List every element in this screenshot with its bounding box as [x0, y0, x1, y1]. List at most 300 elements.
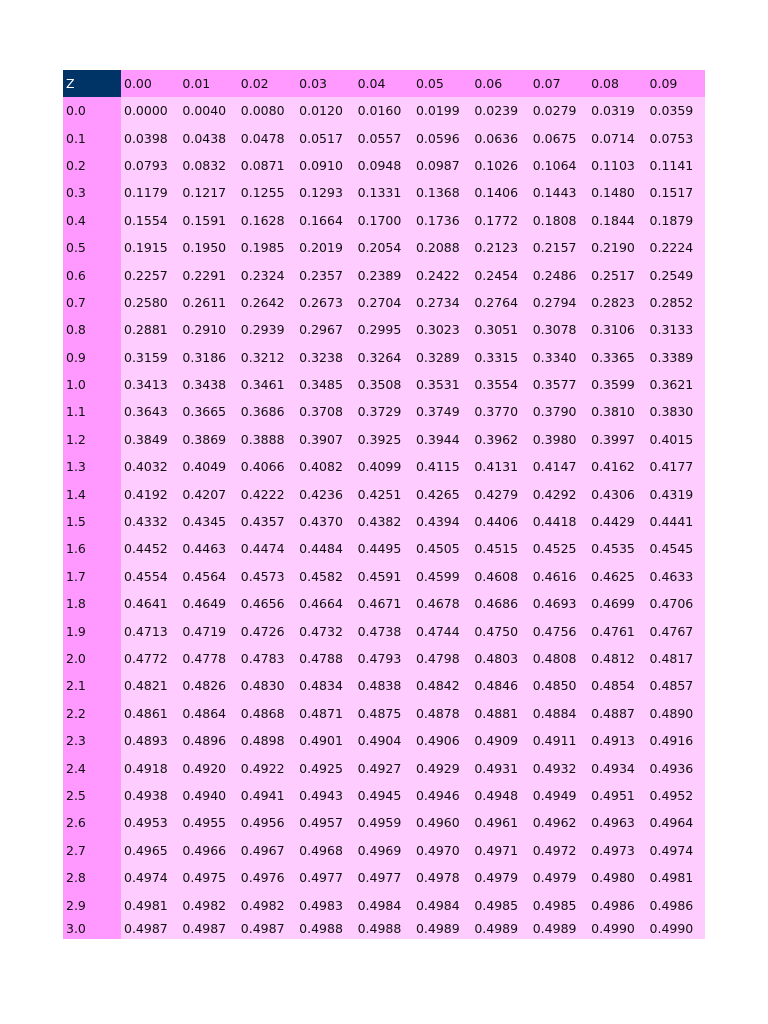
table-cell: 0.4925	[296, 754, 354, 781]
table-cell: 0.4821	[121, 672, 179, 699]
table-cell: 0.4972	[530, 837, 588, 864]
table-cell: 0.4940	[179, 782, 237, 809]
table-cell: 0.4989	[471, 919, 529, 939]
table-cell: 0.4896	[179, 727, 237, 754]
table-cell: 0.4744	[413, 617, 471, 644]
row-header: 0.7	[63, 289, 121, 316]
table-row	[63, 782, 705, 809]
table-cell: 0.4965	[121, 837, 179, 864]
table-row	[63, 672, 705, 699]
table-cell: 0.2357	[296, 261, 354, 288]
table-cell: 0.3621	[647, 371, 705, 398]
table-cell: 0.3340	[530, 344, 588, 371]
table-cell: 0.4916	[647, 727, 705, 754]
table-cell: 0.3186	[179, 344, 237, 371]
table-cell: 0.4857	[647, 672, 705, 699]
table-cell: 0.4767	[647, 617, 705, 644]
table-row	[63, 289, 705, 316]
table-cell: 0.2881	[121, 316, 179, 343]
row-header: 0.6	[63, 261, 121, 288]
table-row	[63, 152, 705, 179]
table-row	[63, 426, 705, 453]
row-header: 1.3	[63, 453, 121, 480]
table-cell: 0.4959	[355, 809, 413, 836]
column-header: 0.06	[471, 70, 529, 97]
table-cell: 0.4952	[647, 782, 705, 809]
table-cell: 0.4554	[121, 563, 179, 590]
z-table	[63, 70, 705, 939]
table-cell: 0.4406	[471, 508, 529, 535]
table-cell: 0.3770	[471, 398, 529, 425]
table-cell: 0.4982	[179, 891, 237, 918]
table-cell: 0.4887	[588, 700, 646, 727]
row-header: 2.6	[63, 809, 121, 836]
table-cell: 0.3106	[588, 316, 646, 343]
table-cell: 0.4591	[355, 563, 413, 590]
table-cell: 0.4957	[296, 809, 354, 836]
table-cell: 0.2486	[530, 261, 588, 288]
table-cell: 0.4854	[588, 672, 646, 699]
table-cell: 0.4382	[355, 508, 413, 535]
table-cell: 0.3686	[238, 398, 296, 425]
table-cell: 0.4983	[296, 891, 354, 918]
table-cell: 0.4990	[647, 919, 705, 939]
table-cell: 0.4929	[413, 754, 471, 781]
table-cell: 0.3665	[179, 398, 237, 425]
table-cell: 0.4945	[355, 782, 413, 809]
row-header: 2.2	[63, 700, 121, 727]
table-cell: 0.4505	[413, 535, 471, 562]
table-cell: 0.1628	[238, 207, 296, 234]
row-header: 1.6	[63, 535, 121, 562]
table-cell: 0.1808	[530, 207, 588, 234]
table-row	[63, 124, 705, 151]
row-header: 0.8	[63, 316, 121, 343]
table-cell: 0.0675	[530, 124, 588, 151]
table-cell: 0.4962	[530, 809, 588, 836]
table-cell: 0.3925	[355, 426, 413, 453]
table-cell: 0.0793	[121, 152, 179, 179]
table-cell: 0.4963	[588, 809, 646, 836]
table-cell: 0.3315	[471, 344, 529, 371]
table-cell: 0.2157	[530, 234, 588, 261]
table-cell: 0.4719	[179, 617, 237, 644]
table-cell: 0.4987	[179, 919, 237, 939]
table-cell: 0.4265	[413, 480, 471, 507]
corner-cell: Z	[63, 70, 121, 97]
table-cell: 0.4974	[647, 837, 705, 864]
table-row	[63, 617, 705, 644]
table-cell: 0.4649	[179, 590, 237, 617]
table-cell: 0.4812	[588, 645, 646, 672]
table-row	[63, 508, 705, 535]
row-header: 1.7	[63, 563, 121, 590]
table-cell: 0.4345	[179, 508, 237, 535]
table-cell: 0.2611	[179, 289, 237, 316]
table-cell: 0.4979	[471, 864, 529, 891]
table-cell: 0.4699	[588, 590, 646, 617]
table-cell: 0.3729	[355, 398, 413, 425]
table-cell: 0.3944	[413, 426, 471, 453]
table-cell: 0.4941	[238, 782, 296, 809]
table-row	[63, 234, 705, 261]
table-cell: 0.1844	[588, 207, 646, 234]
table-cell: 0.1293	[296, 179, 354, 206]
table-cell: 0.4861	[121, 700, 179, 727]
row-header: 2.1	[63, 672, 121, 699]
table-cell: 0.4279	[471, 480, 529, 507]
column-header: 0.01	[179, 70, 237, 97]
table-cell: 0.4884	[530, 700, 588, 727]
table-cell: 0.0438	[179, 124, 237, 151]
table-cell: 0.4545	[647, 535, 705, 562]
table-cell: 0.4599	[413, 563, 471, 590]
row-header: 0.0	[63, 97, 121, 124]
table-cell: 0.1879	[647, 207, 705, 234]
table-cell: 0.4015	[647, 426, 705, 453]
table-cell: 0.4978	[413, 864, 471, 891]
table-cell: 0.4988	[355, 919, 413, 939]
table-cell: 0.4955	[179, 809, 237, 836]
table-cell: 0.2190	[588, 234, 646, 261]
table-cell: 0.4906	[413, 727, 471, 754]
table-cell: 0.3485	[296, 371, 354, 398]
table-cell: 0.4893	[121, 727, 179, 754]
table-cell: 0.4974	[121, 864, 179, 891]
table-cell: 0.1772	[471, 207, 529, 234]
table-cell: 0.4783	[238, 645, 296, 672]
table-cell: 0.4987	[121, 919, 179, 939]
table-cell: 0.4943	[296, 782, 354, 809]
table-cell: 0.2123	[471, 234, 529, 261]
table-row	[63, 645, 705, 672]
table-cell: 0.3159	[121, 344, 179, 371]
table-cell: 0.4131	[471, 453, 529, 480]
table-cell: 0.4177	[647, 453, 705, 480]
table-cell: 0.4871	[296, 700, 354, 727]
table-cell: 0.4969	[355, 837, 413, 864]
table-cell: 0.4979	[530, 864, 588, 891]
table-cell: 0.4370	[296, 508, 354, 535]
table-cell: 0.0557	[355, 124, 413, 151]
row-header: 0.3	[63, 179, 121, 206]
table-cell: 0.2852	[647, 289, 705, 316]
table-row	[63, 179, 705, 206]
table-cell: 0.4099	[355, 453, 413, 480]
table-cell: 0.0359	[647, 97, 705, 124]
table-cell: 0.0596	[413, 124, 471, 151]
table-cell: 0.3980	[530, 426, 588, 453]
table-cell: 0.4394	[413, 508, 471, 535]
table-row	[63, 371, 705, 398]
table-cell: 0.3023	[413, 316, 471, 343]
table-cell: 0.4977	[355, 864, 413, 891]
table-cell: 0.4678	[413, 590, 471, 617]
table-cell: 0.4564	[179, 563, 237, 590]
column-header: 0.02	[238, 70, 296, 97]
table-cell: 0.1064	[530, 152, 588, 179]
table-cell: 0.3749	[413, 398, 471, 425]
table-cell: 0.4495	[355, 535, 413, 562]
table-cell: 0.4918	[121, 754, 179, 781]
table-cell: 0.3962	[471, 426, 529, 453]
table-cell: 0.1217	[179, 179, 237, 206]
table-body	[63, 97, 705, 939]
table-cell: 0.2794	[530, 289, 588, 316]
table-cell: 0.1368	[413, 179, 471, 206]
table-cell: 0.3577	[530, 371, 588, 398]
row-header: 2.5	[63, 782, 121, 809]
table-cell: 0.4988	[296, 919, 354, 939]
table-cell: 0.0871	[238, 152, 296, 179]
table-cell: 0.2019	[296, 234, 354, 261]
header-row	[63, 70, 705, 97]
table-cell: 0.3790	[530, 398, 588, 425]
column-header: 0.07	[530, 70, 588, 97]
table-cell: 0.4875	[355, 700, 413, 727]
table-cell: 0.1480	[588, 179, 646, 206]
table-cell: 0.4868	[238, 700, 296, 727]
row-header: 2.9	[63, 891, 121, 918]
table-cell: 0.4927	[355, 754, 413, 781]
row-header: 1.0	[63, 371, 121, 398]
table-cell: 0.4641	[121, 590, 179, 617]
table-row	[63, 207, 705, 234]
table-cell: 0.0319	[588, 97, 646, 124]
table-cell: 0.2823	[588, 289, 646, 316]
table-cell: 0.4834	[296, 672, 354, 699]
table-cell: 0.4761	[588, 617, 646, 644]
table-cell: 0.4984	[413, 891, 471, 918]
table-cell: 0.4803	[471, 645, 529, 672]
table-cell: 0.1950	[179, 234, 237, 261]
table-cell: 0.4332	[121, 508, 179, 535]
table-cell: 0.4236	[296, 480, 354, 507]
table-cell: 0.4808	[530, 645, 588, 672]
table-cell: 0.4984	[355, 891, 413, 918]
table-cell: 0.1736	[413, 207, 471, 234]
table-cell: 0.4956	[238, 809, 296, 836]
table-cell: 0.4817	[647, 645, 705, 672]
table-row	[63, 480, 705, 507]
table-cell: 0.3389	[647, 344, 705, 371]
table-cell: 0.0398	[121, 124, 179, 151]
table-row	[63, 919, 705, 939]
table-cell: 0.4032	[121, 453, 179, 480]
column-header: 0.00	[121, 70, 179, 97]
table-cell: 0.0478	[238, 124, 296, 151]
table-cell: 0.4986	[588, 891, 646, 918]
table-cell: 0.3413	[121, 371, 179, 398]
table-cell: 0.4788	[296, 645, 354, 672]
table-cell: 0.2939	[238, 316, 296, 343]
table-cell: 0.4846	[471, 672, 529, 699]
table-row	[63, 535, 705, 562]
table-cell: 0.4990	[588, 919, 646, 939]
table-cell: 0.4738	[355, 617, 413, 644]
table-cell: 0.2734	[413, 289, 471, 316]
row-header: 2.8	[63, 864, 121, 891]
column-header: 0.09	[647, 70, 705, 97]
table-cell: 0.4049	[179, 453, 237, 480]
table-cell: 0.0199	[413, 97, 471, 124]
row-header: 1.1	[63, 398, 121, 425]
table-cell: 0.1985	[238, 234, 296, 261]
table-cell: 0.4960	[413, 809, 471, 836]
table-cell: 0.2257	[121, 261, 179, 288]
table-cell: 0.4066	[238, 453, 296, 480]
table-row	[63, 261, 705, 288]
row-header: 1.2	[63, 426, 121, 453]
table-cell: 0.3907	[296, 426, 354, 453]
table-cell: 0.4949	[530, 782, 588, 809]
table-cell: 0.4977	[296, 864, 354, 891]
table-cell: 0.4756	[530, 617, 588, 644]
table-cell: 0.4938	[121, 782, 179, 809]
table-cell: 0.4987	[238, 919, 296, 939]
table-cell: 0.4357	[238, 508, 296, 535]
table-cell: 0.2517	[588, 261, 646, 288]
table-cell: 0.4306	[588, 480, 646, 507]
table-cell: 0.4452	[121, 535, 179, 562]
table-cell: 0.3643	[121, 398, 179, 425]
table-cell: 0.2704	[355, 289, 413, 316]
table-cell: 0.4418	[530, 508, 588, 535]
table-cell: 0.4966	[179, 837, 237, 864]
table-cell: 0.3365	[588, 344, 646, 371]
table-cell: 0.4671	[355, 590, 413, 617]
row-header: 2.3	[63, 727, 121, 754]
table-cell: 0.1591	[179, 207, 237, 234]
table-cell: 0.4625	[588, 563, 646, 590]
table-cell: 0.4948	[471, 782, 529, 809]
table-cell: 0.4162	[588, 453, 646, 480]
table-cell: 0.1406	[471, 179, 529, 206]
table-cell: 0.4909	[471, 727, 529, 754]
table-cell: 0.4664	[296, 590, 354, 617]
table-cell: 0.3599	[588, 371, 646, 398]
table-cell: 0.4850	[530, 672, 588, 699]
column-header: 0.05	[413, 70, 471, 97]
table-row	[63, 344, 705, 371]
table-cell: 0.4826	[179, 672, 237, 699]
table-cell: 0.3508	[355, 371, 413, 398]
table-cell: 0.4976	[238, 864, 296, 891]
table-cell: 0.4616	[530, 563, 588, 590]
row-header: 1.4	[63, 480, 121, 507]
table-cell: 0.1517	[647, 179, 705, 206]
table-cell: 0.4989	[530, 919, 588, 939]
row-header: 0.4	[63, 207, 121, 234]
table-cell: 0.4535	[588, 535, 646, 562]
table-cell: 0.3810	[588, 398, 646, 425]
row-header: 0.1	[63, 124, 121, 151]
table-cell: 0.2642	[238, 289, 296, 316]
table-cell: 0.4693	[530, 590, 588, 617]
table-cell: 0.2454	[471, 261, 529, 288]
table-cell: 0.4726	[238, 617, 296, 644]
table-cell: 0.4222	[238, 480, 296, 507]
column-header: 0.04	[355, 70, 413, 97]
table-cell: 0.1103	[588, 152, 646, 179]
table-cell: 0.4515	[471, 535, 529, 562]
table-cell: 0.1664	[296, 207, 354, 234]
table-cell: 0.4878	[413, 700, 471, 727]
table-cell: 0.3438	[179, 371, 237, 398]
table-cell: 0.2054	[355, 234, 413, 261]
table-row	[63, 563, 705, 590]
table-cell: 0.3461	[238, 371, 296, 398]
table-cell: 0.1141	[647, 152, 705, 179]
table-cell: 0.4864	[179, 700, 237, 727]
table-cell: 0.4429	[588, 508, 646, 535]
table-cell: 0.4968	[296, 837, 354, 864]
table-cell: 0.0714	[588, 124, 646, 151]
table-cell: 0.3078	[530, 316, 588, 343]
table-cell: 0.4838	[355, 672, 413, 699]
table-cell: 0.0636	[471, 124, 529, 151]
table-cell: 0.4986	[647, 891, 705, 918]
table-cell: 0.3051	[471, 316, 529, 343]
table-cell: 0.4989	[413, 919, 471, 939]
table-header	[63, 70, 705, 97]
table-cell: 0.4985	[530, 891, 588, 918]
table-cell: 0.0040	[179, 97, 237, 124]
table-cell: 0.0120	[296, 97, 354, 124]
table-cell: 0.4936	[647, 754, 705, 781]
table-cell: 0.0832	[179, 152, 237, 179]
table-cell: 0.4934	[588, 754, 646, 781]
table-cell: 0.4525	[530, 535, 588, 562]
table-cell: 0.4980	[588, 864, 646, 891]
table-cell: 0.4251	[355, 480, 413, 507]
row-header: 0.9	[63, 344, 121, 371]
table-cell: 0.0080	[238, 97, 296, 124]
table-cell: 0.2995	[355, 316, 413, 343]
table-cell: 0.4953	[121, 809, 179, 836]
column-header: 0.03	[296, 70, 354, 97]
table-cell: 0.2764	[471, 289, 529, 316]
table-cell: 0.4115	[413, 453, 471, 480]
table-cell: 0.4904	[355, 727, 413, 754]
column-header: 0.08	[588, 70, 646, 97]
table-cell: 0.2673	[296, 289, 354, 316]
row-header: 2.0	[63, 645, 121, 672]
table-cell: 0.4973	[588, 837, 646, 864]
table-cell: 0.0910	[296, 152, 354, 179]
table-cell: 0.0517	[296, 124, 354, 151]
table-cell: 0.4830	[238, 672, 296, 699]
table-row	[63, 727, 705, 754]
table-cell: 0.4192	[121, 480, 179, 507]
table-cell: 0.4713	[121, 617, 179, 644]
table-cell: 0.4842	[413, 672, 471, 699]
table-row	[63, 398, 705, 425]
table-cell: 0.4732	[296, 617, 354, 644]
table-cell: 0.2324	[238, 261, 296, 288]
table-cell: 0.0987	[413, 152, 471, 179]
table-cell: 0.4901	[296, 727, 354, 754]
table-row	[63, 809, 705, 836]
table-cell: 0.4890	[647, 700, 705, 727]
table-cell: 0.4292	[530, 480, 588, 507]
table-cell: 0.0753	[647, 124, 705, 151]
table-row	[63, 891, 705, 918]
table-cell: 0.2389	[355, 261, 413, 288]
table-cell: 0.1700	[355, 207, 413, 234]
table-cell: 0.4985	[471, 891, 529, 918]
table-cell: 0.4982	[238, 891, 296, 918]
